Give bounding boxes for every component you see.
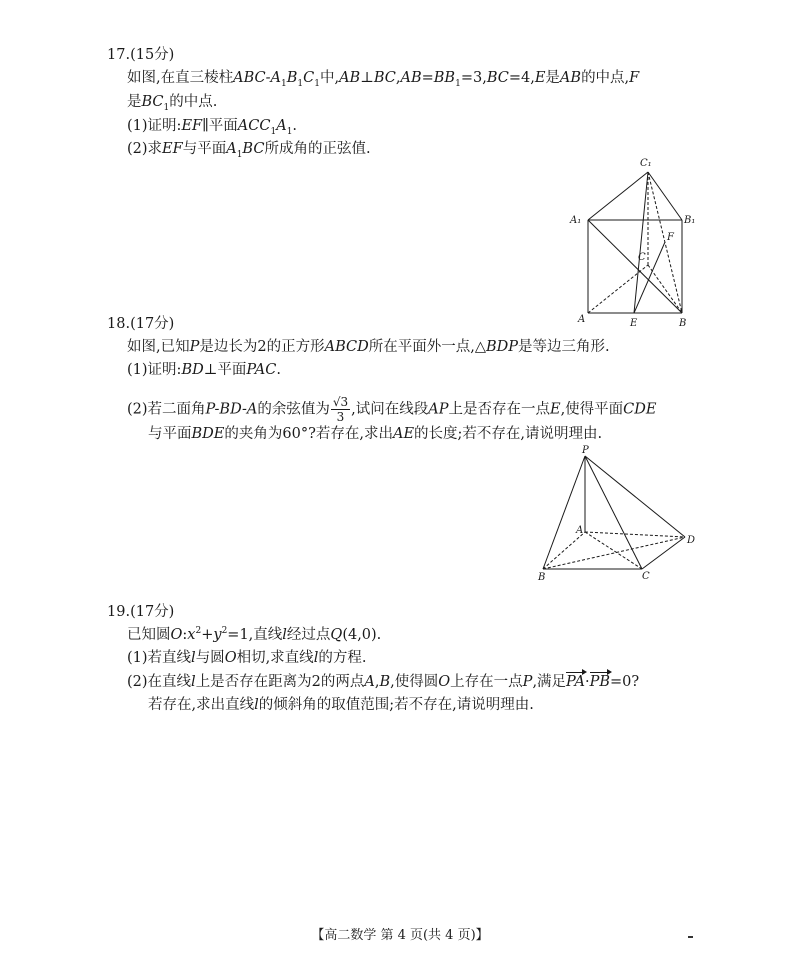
page-footer: 【高二数学 第 4 页(共 4 页)】 [311, 928, 489, 943]
problem-score: (17分) [130, 316, 175, 332]
label-a: A [576, 525, 584, 536]
label-a: A [578, 314, 586, 325]
label-f: F [667, 232, 674, 243]
label-b: B [679, 318, 687, 329]
problem-18-question-2-cont: 与平面BDE的夹角为60°?若存在,求出AE的长度;若不存在,请说明理由. [148, 426, 603, 442]
problem-17-stem-line-2: 是$BC_1$的中点. [127, 94, 218, 113]
problem-18-stem: 如图,已知P是边长为2的正方形ABCD所在平面外一点,△BDP是等边三角形. [127, 339, 610, 355]
problem-17-question-2: (2)求EF与平面$A_1BC$所成角的正弦值. [127, 141, 371, 160]
problem-18-question-2: (2)若二面角P-BD-A的余弦值为 $\frac{√3}{3}$ ,试问在线段AP上是否存在一点E,使得平面CDE [127, 395, 657, 424]
prism-figure [560, 150, 720, 330]
pyramid-figure [530, 442, 710, 582]
fraction-sqrt3-over-3: $\frac{√3}{3}$ [332, 395, 349, 424]
problem-number: 18. [107, 316, 131, 332]
problem-19-question-2: (2)在直线l上是否存在距离为2的两点A,B,使得圆O上存在一点P,满足PA·PB=0? [127, 674, 640, 690]
problem-19-question-1: (1)若直线l与圆O相切,求直线l的方程. [127, 650, 367, 666]
label-b1: B₁ [684, 215, 696, 226]
vector-pa: PA [566, 674, 585, 690]
label-p: P [582, 445, 589, 456]
label-c1: C₁ [640, 158, 652, 169]
label-d: D [687, 535, 696, 546]
corner-mark [688, 936, 693, 938]
problem-score: (15分) [130, 47, 175, 63]
problem-number: 17. [107, 47, 131, 63]
label-a1: A₁ [570, 215, 582, 226]
problem-19-question-2-cont: 若存在,求出直线l的倾斜角的取值范围;若不存在,请说明理由. [148, 697, 534, 713]
problem-19-stem: 已知圆$O:x^2+y^2=1$,直线l经过点Q(4,0). [127, 626, 382, 643]
problem-score: (17分) [130, 604, 175, 620]
label-c: C [642, 571, 650, 582]
problem-17-question-1: (1)证明:EF∥平面$ACC_1A_1$. [127, 118, 298, 137]
problem-18-question-1: (1)证明:BD⊥平面PAC. [127, 362, 281, 378]
problem-18-header [107, 314, 174, 334]
problem-number: 19. [107, 604, 131, 620]
label-c: C [638, 252, 646, 263]
problem-17-header [107, 45, 174, 65]
problem-19-header [107, 602, 174, 622]
label-b: B [538, 572, 546, 582]
problem-17-stem-line-1: 如图,在直三棱柱ABC-$A_1B_1C_1$中$,AB\perp BC,AB=BB_1=3,BC=4,E$是AB的中点,F [127, 70, 640, 89]
vector-pb: PB [589, 674, 610, 690]
label-e: E [630, 318, 638, 329]
